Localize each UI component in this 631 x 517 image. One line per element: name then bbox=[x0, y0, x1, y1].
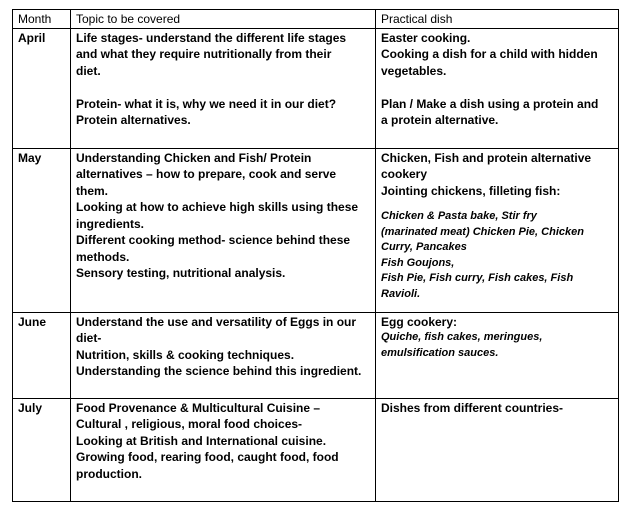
table-row bbox=[13, 148, 619, 312]
dish-line: cookery bbox=[381, 167, 428, 181]
dish-cell bbox=[376, 28, 619, 148]
topic-line: alternatives – how to prepare, cook and serve bbox=[76, 167, 337, 181]
topic-line: Looking at British and International cuisine. bbox=[76, 433, 327, 448]
topic-line: Protein alternatives. bbox=[76, 113, 191, 127]
dish-line: Cooking a dish for a child with hidden bbox=[381, 47, 598, 61]
topic-line: them. bbox=[76, 183, 109, 198]
topic-cell bbox=[71, 312, 376, 398]
topic-line: diet- bbox=[76, 331, 102, 345]
topic-line: Growing food, rearing food, caught food, food bbox=[76, 450, 339, 464]
line-gap bbox=[76, 79, 370, 96]
dish-line: Egg cookery: bbox=[381, 314, 458, 329]
topic-line: Looking at how to achieve high skills using these bbox=[76, 200, 359, 214]
topic-cell bbox=[71, 148, 376, 312]
dish-example-line: emulsification sauces. bbox=[381, 346, 499, 359]
month-cell: May bbox=[13, 148, 71, 312]
dish-cell bbox=[376, 148, 619, 312]
header-dish: Practical dish bbox=[376, 10, 619, 29]
dish-line: Easter cooking. bbox=[381, 30, 471, 45]
topic-line: Food Provenance & Multicultural Cuisine – bbox=[76, 400, 321, 415]
dish-line: a protein alternative. bbox=[381, 113, 499, 127]
header-row bbox=[13, 10, 619, 29]
month-cell: July bbox=[13, 398, 71, 501]
topic-line: and what they require nutritionally from their bbox=[76, 47, 332, 61]
table-row bbox=[13, 28, 619, 148]
topic-line: Understanding the science behind this ingredient. bbox=[76, 364, 362, 378]
curriculum-table bbox=[12, 9, 619, 502]
topic-line: Nutrition, skills & cooking techniques. bbox=[76, 347, 295, 362]
dish-example-line: Fish Pie, Fish curry, Fish cakes, Fish Ravioli. bbox=[381, 272, 574, 300]
topic-line: Life stages- understand the different life stages bbox=[76, 30, 347, 45]
line-gap bbox=[381, 79, 613, 96]
month-cell: April bbox=[13, 28, 71, 148]
header-topic: Topic to be covered bbox=[71, 10, 376, 29]
dish-cell bbox=[376, 398, 619, 501]
topic-line: Understand the use and versatility of Eggs in our bbox=[76, 314, 357, 329]
topic-cell bbox=[71, 398, 376, 501]
topic-line: Protein- what it is, why we need it in our diet? bbox=[76, 96, 337, 111]
dish-cell bbox=[376, 312, 619, 398]
dish-example-line: Fish Goujons, bbox=[381, 256, 455, 269]
dish-example-line: (marinated meat) Chicken Pie, Chicken bbox=[381, 225, 584, 238]
dish-line: Plan / Make a dish using a protein and bbox=[381, 96, 599, 111]
header-month: Month bbox=[13, 10, 71, 29]
topic-line: methods. bbox=[76, 249, 130, 264]
dish-example-line: Chicken & Pasta bake, Stir fry bbox=[381, 210, 537, 222]
month-cell: June bbox=[13, 312, 71, 398]
dish-line: Dishes from different countries- bbox=[381, 400, 564, 415]
topic-line: Understanding Chicken and Fish/ Protein bbox=[76, 150, 312, 165]
topic-line: diet. bbox=[76, 63, 101, 78]
dish-line: Jointing chickens, filleting fish: bbox=[381, 183, 561, 198]
dish-line: Chicken, Fish and protein alternative bbox=[381, 150, 592, 165]
topic-line: Sensory testing, nutritional analysis. bbox=[76, 266, 286, 280]
topic-cell bbox=[71, 28, 376, 148]
dish-line: vegetables. bbox=[381, 63, 447, 78]
topic-line: Cultural , religious, moral food choices- bbox=[76, 417, 303, 431]
topic-line: production. bbox=[76, 466, 142, 481]
table-row bbox=[13, 398, 619, 501]
dish-example-line: Curry, Pancakes bbox=[381, 241, 467, 254]
table-row bbox=[13, 312, 619, 398]
topic-line: Different cooking method- science behind these bbox=[76, 233, 351, 247]
dish-example-line: Quiche, fish cakes, meringues, bbox=[381, 331, 543, 343]
topic-line: ingredients. bbox=[76, 216, 145, 231]
